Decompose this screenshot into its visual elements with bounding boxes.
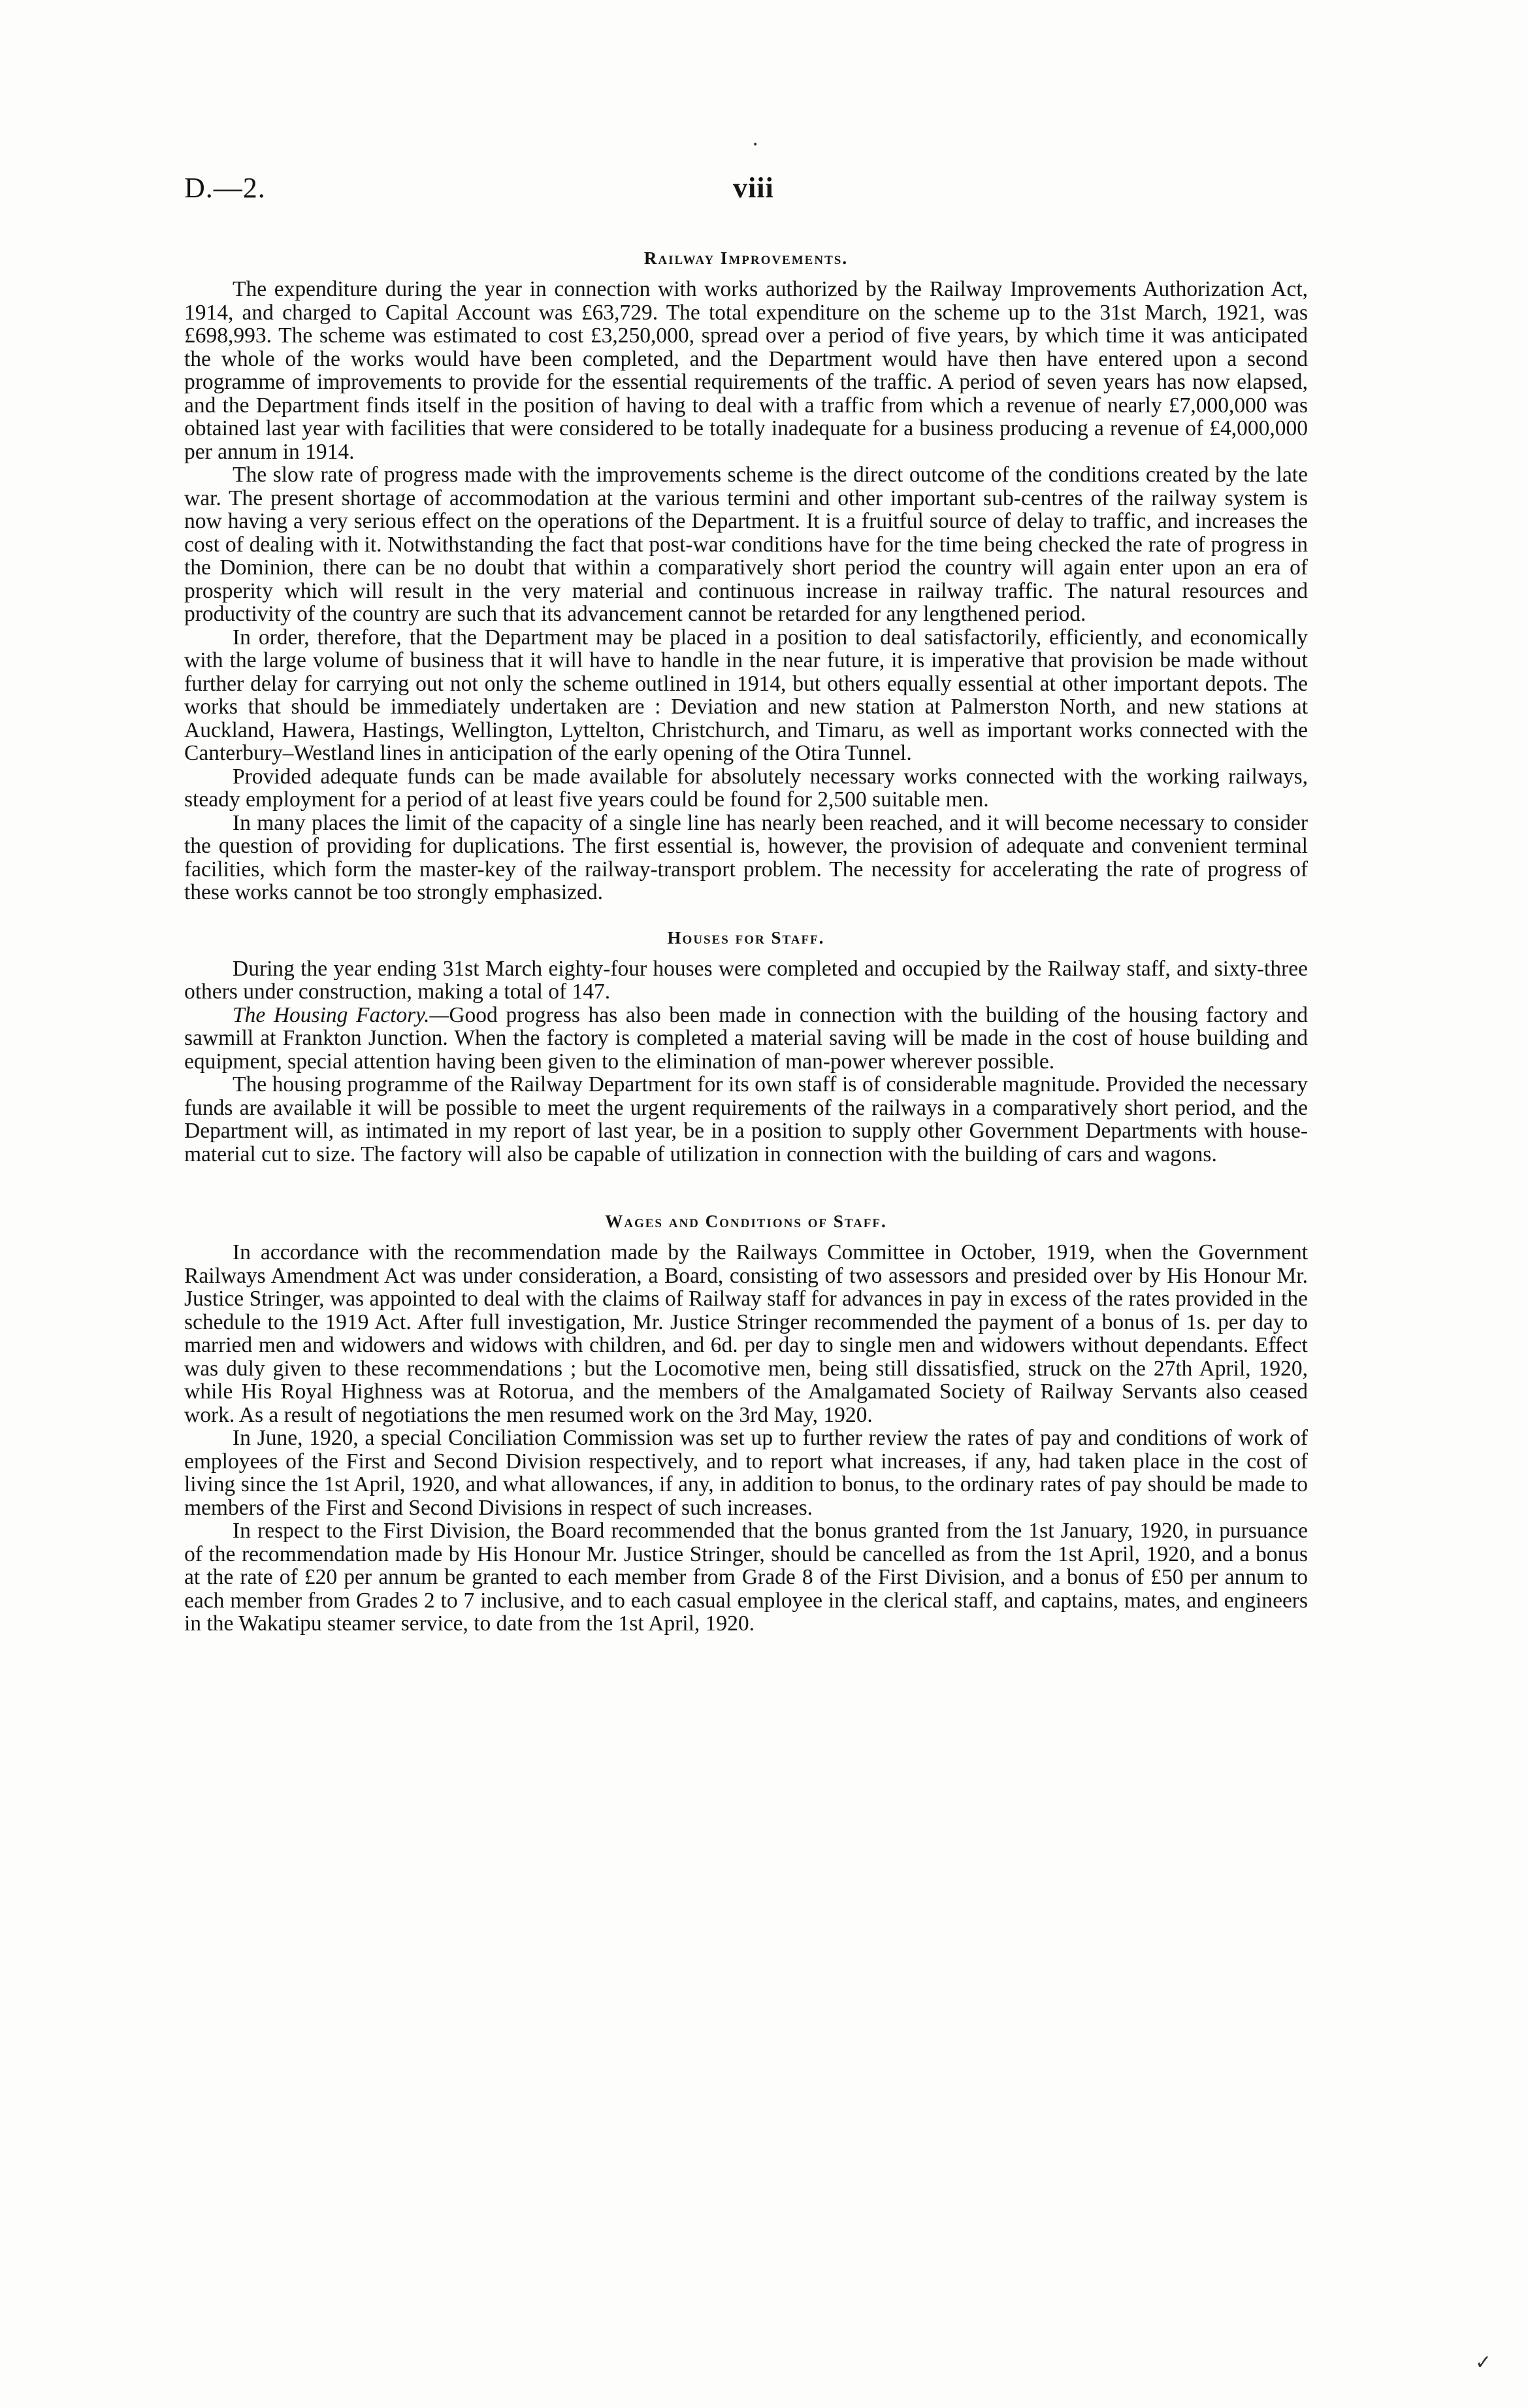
section-title-wages-and-conditions: Wages and Conditions of Staff. <box>605 1212 887 1231</box>
paragraph: In accordance with the recommendation made by the Railways Committee in October, 1919, when the Government Railways Amendment Act was under consideration, a Board, consisting of two assessors and presided over by His Honour Mr. Justice Stringer, was appointed to deal with the claims of Railway staff for advances in pay in excess of the rates provided in the schedule to the 1919 Act. After full investigation, Mr. Justice Stringer recommended the payment of a bonus of 1s. per day to married men and widowers and widows with children, and 6d. per day to single men and widowers without dependants. Effect was duly given to these recommendations ; but the Locomotive men, being still dissatisfied, struck on the 27th April, 1920, while His Royal Highness was at Rotorua, and the members of the Amalgamated Society of Railway Servants also ceased work. As a result of negotiations the men resumed work on the 3rd May, 1920. <box>184 1240 1308 1427</box>
paragraph: Provided adequate funds can be made available for absolutely necessary works connected with the working railways, steady employment for a period of at least five years could be found for 2,500 suitable men. <box>184 764 1308 812</box>
paragraph: The slow rate of progress made with the improvements scheme is the direct outcome of the conditions created by the late war. The present shortage of accommodation at the various termini and other important sub-centres of the railway system is now having a very serious effect on the operations of the Department. It is a fruitful source of delay to traffic, and increases the cost of dealing with it. Notwithstanding the fact that post-war conditions have for the time being checked the rate of progress in the Dominion, there can be no doubt that within a comparatively short period the country will again enter upon an era of prosperity which will result in the very material and continuous increase in railway traffic. The natural resources and productivity of the country are such that its advancement cannot be retarded for any lengthened period. <box>184 463 1308 626</box>
paragraph: The housing programme of the Railway Department for its own staff is of considerable magnitude. Provided the necessary funds are available it will be possible to meet the urgent requirements of the railways in a comparatively short period, and the Department will, as intimated in my report of last year, be in a position to supply other Government Departments with house-material cut to size. The factory will also be capable of utilization in connection with the building of cars and wagons. <box>184 1072 1308 1166</box>
section-title-houses-for-staff: Houses for Staff. <box>667 927 825 948</box>
paragraph: In many places the limit of the capacity of a single line has nearly been reached, and it will become necessary to consider the question of providing for duplications. The first essential is, however, the provision of adequate and convenient terminal facilities, which form the master-key of the railway-transport problem. The necessity for accelerating the rate of progress of these works cannot be too strongly emphasized. <box>184 810 1308 904</box>
margin-tick: ✓ <box>1475 2351 1492 2374</box>
paragraph: In order, therefore, that the Department may be placed in a position to deal satisfactorily, efficiently, and economically with the large volume of business that it will have to handle in the near future, it is imperative that provision be made without further delay for carrying out not only the scheme outlined in 1914, but others equally essential at other important depots. The works that should be immediately undertaken are : Deviation and new station at Palmerston North, and new stations at Auckland, Hawera, Hastings, Wellington, Lyttelton, Christchurch, and Timaru, as well as important works connected with the Canterbury–Westland lines in anticipation of the early opening of the Otira Tunnel. <box>184 625 1308 765</box>
paragraph: During the year ending 31st March eighty-four houses were completed and occupied by the Railway staff, and sixty-three others under construction, making a total of 147. <box>184 956 1308 1004</box>
page-body <box>184 248 1308 1636</box>
housing-factory-heading: The Housing Factory.— <box>233 1002 449 1027</box>
page-header <box>184 171 1308 223</box>
paragraph-housing-factory <box>184 1004 1308 1074</box>
document-code: D.—2. <box>184 172 266 204</box>
paragraph: In respect to the First Division, the Board recommended that the bonus granted from the 1st January, 1920, in pursuance of the recommendation made by His Honour Mr. Justice Stringer, should be cancelled as from the 1st April, 1920, and a bonus at the rate of £20 per annum be granted to each member from Grade 8 of the First Division, and a bonus of £50 per annum to each member from Grades 2 to 7 inclusive, and to each casual employee in the clerical staff, and captains, mates, and engineers in the Wakatipu steamer service, to date from the 1st April, 1920. <box>184 1519 1308 1636</box>
page-number: viii <box>733 172 774 204</box>
paragraph: In June, 1920, a special Conciliation Commission was set up to further review the rates of pay and conditions of work of employees of the First and Second Division respectively, and to report what increases, if any, had taken place in the cost of living since the 1st April, 1920, and what allowances, if any, in addition to bonus, to the ordinary rates of pay should be made to members of the First and Second Divisions in respect of such increases. <box>184 1426 1308 1520</box>
ink-speck: • <box>753 140 758 150</box>
paragraph: The expenditure during the year in connection with works authorized by the Railway Improvements Authorization Act, 1914, and charged to Capital Account was £63,729. The total expenditure on the scheme up to the 31st March, 1921, was £698,993. The scheme was estimated to cost £3,250,000, spread over a period of five years, by which time it was anticipated the whole of the works would have been completed, and the Department would have then have entered upon a second programme of improvements to provide for the essential requirements of the traffic. A period of seven years has now elapsed, and the Department finds itself in the position of having to deal with a traffic from which a revenue of nearly £7,000,000 was obtained last year with facilities that were considered to be totally inadequate for a business producing a revenue of £4,000,000 per annum in 1914. <box>184 277 1308 464</box>
section-title-railway-improvements: Railway Improvements. <box>643 248 849 268</box>
housing-factory-text: Good progress has also been made in connection with the building of the housing factory and sawmill at Frankton Junction. When the factory is completed a material saving will be made in the cost of house building and equipment, special attention having been given to the elimination of man-power wherever possible. <box>184 1002 1308 1074</box>
